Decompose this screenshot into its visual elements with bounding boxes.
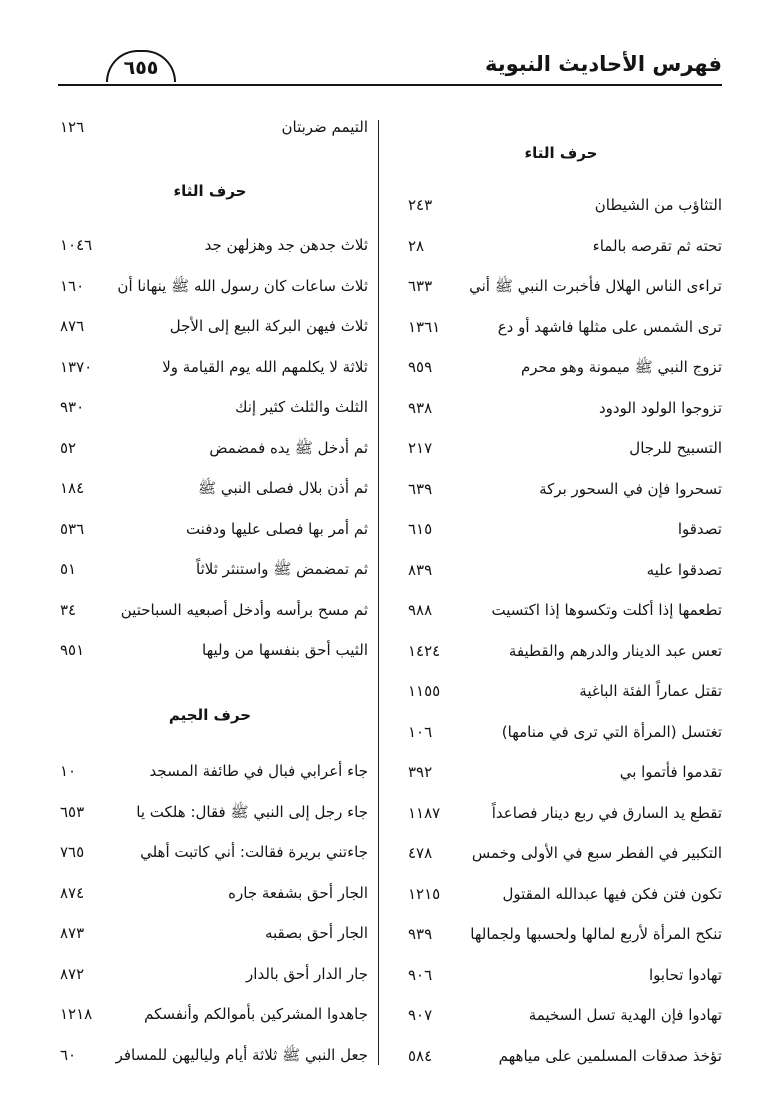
list-item	[52, 797, 368, 827]
entry-text: تزوجوا الولود الودود	[599, 398, 722, 417]
list-item	[52, 311, 368, 341]
entry-text: ثم أذن بلال فصلى النبي ﷺ	[198, 479, 368, 497]
entry-page: ٧٦٥	[60, 843, 85, 861]
entry-text: تغتسل (المرأة التي ترى في منامها)	[501, 722, 722, 741]
list-item	[52, 230, 368, 260]
entry-text: الثيب أحق بنفسها من وليها	[202, 641, 368, 659]
list-item	[400, 393, 722, 423]
entry-text: التكبير في الفطر سبع في الأولى وخمس	[471, 844, 722, 862]
entry-page: ٦٠	[60, 1045, 77, 1064]
entry-text: ثم أدخل ﷺ يده فمضمض	[209, 438, 368, 457]
entry-page: ١٢١٥	[408, 884, 441, 903]
entry-page: ٨٧٤	[60, 883, 85, 902]
entry-page: ١٠٦	[408, 722, 433, 741]
entry-text: تقدموا فأتموا بي	[619, 763, 722, 781]
entry-page: ٢١٧	[408, 439, 433, 457]
entry-page: ٩٣٩	[408, 925, 433, 943]
list-item	[52, 878, 368, 908]
entry-text: تراءى الناس الهلال فأخبرت النبي ﷺ أني	[469, 277, 722, 295]
entry-text: الجار أحق بشفعة جاره	[228, 883, 368, 902]
entry-page: ٦٣٣	[408, 277, 433, 295]
entry-text: جار الدار أحق بالدار	[246, 964, 368, 983]
entry-text: جاهدوا المشركين بأموالكم وأنفسكم	[144, 1005, 368, 1023]
entry-text: جاءتني بريرة فقالت: أني كاتبت أهلي	[140, 843, 368, 861]
list-item	[400, 190, 722, 220]
list-item	[400, 1000, 722, 1030]
list-item	[52, 473, 368, 503]
list-item	[400, 919, 722, 949]
entry-page: ٥١	[60, 560, 77, 578]
list-item	[400, 960, 722, 990]
entry-page: ٣٤	[60, 600, 77, 619]
entry-page: ٥٣٦	[60, 519, 85, 538]
entry-text: جاء أعرابي فبال في طائفة المسجد	[149, 762, 368, 780]
entry-text: ترى الشمس على مثلها فاشهد أو دع	[497, 317, 722, 336]
entry-page: ٣٩٢	[408, 763, 433, 781]
list-item	[400, 838, 722, 868]
entry-text: التيمم ضربتان	[281, 118, 368, 136]
entry-text: ثم تمضمض ﷺ واستنثر ثلاثاً	[196, 560, 368, 578]
entry-page: ٩٣٠	[60, 398, 85, 416]
entry-text: تطعمها إذا أكلت وتكسوها إذا اكتسيت	[491, 601, 722, 619]
entry-text: تؤخذ صدقات المسلمين على مياههم	[498, 1046, 722, 1065]
entry-text: ثلاث ساعات كان رسول الله ﷺ ينهانا أن	[117, 276, 368, 295]
list-item	[400, 879, 722, 909]
list-item	[52, 595, 368, 625]
entry-page: ١٨٤	[60, 479, 85, 497]
entry-text: تقتل عماراً الفئة الباغية	[579, 682, 722, 700]
section-title-tha: حرف الثاء	[173, 182, 247, 200]
entry-page: ٩٥٩	[408, 358, 433, 376]
entry-page: ٦٥٣	[60, 802, 85, 821]
entry-page: ١٠	[60, 762, 77, 780]
entry-text: تحته ثم تقرصه بالماء	[592, 236, 722, 255]
entry-text: تصدقوا	[677, 520, 722, 538]
list-item	[52, 837, 368, 867]
header-title: فهرس الأحاديث النبوية	[484, 52, 722, 76]
list-item	[400, 717, 722, 747]
list-item	[400, 636, 722, 666]
section-title-jim: حرف الجيم	[168, 706, 252, 724]
header-rule	[58, 84, 722, 86]
entry-page: ٨٣٩	[408, 560, 433, 579]
entry-page: ٦٣٩	[408, 479, 433, 498]
list-item	[400, 352, 722, 382]
list-item	[52, 392, 368, 422]
list-item	[400, 231, 722, 261]
entry-text: التثاؤب من الشيطان	[594, 196, 722, 214]
entry-text: ثم مسح برأسه وأدخل أصبعيه السباحتين	[120, 600, 368, 619]
entry-page: ٨٧٢	[60, 964, 85, 983]
list-item	[400, 433, 722, 463]
entry-text: الثلث والثلث كثير إنك	[235, 398, 368, 416]
list-item	[52, 959, 368, 989]
entry-text: تسحروا فإن في السحور بركة	[539, 479, 722, 498]
entry-text: ثم أمر بها فصلى عليها ودفنت	[185, 519, 368, 538]
entry-page: ٦١٥	[408, 520, 433, 538]
list-item	[400, 676, 722, 706]
list-item	[52, 756, 368, 786]
list-item	[400, 474, 722, 504]
list-item	[52, 918, 368, 948]
list-item	[400, 271, 722, 301]
entry-text: ثلاث جدهن جد وهزلهن جد	[204, 236, 368, 254]
list-item	[52, 514, 368, 544]
entry-page: ١١٨٧	[408, 803, 441, 822]
entry-text: تكون فتن فكن فيها عبدالله المقتول	[502, 884, 722, 903]
entry-page: ٤٧٨	[408, 844, 433, 862]
entry-page: ٢٨	[408, 236, 425, 255]
entry-page: ١٣٦١	[408, 317, 441, 336]
entry-page: ١٠٤٦	[60, 236, 93, 254]
list-item	[52, 112, 368, 142]
entry-page: ٨٧٦	[60, 317, 85, 335]
list-item	[52, 635, 368, 665]
entry-page: ٩٣٨	[408, 398, 433, 417]
entry-page: ١٦٠	[60, 276, 85, 295]
entry-page: ١٤٢٤	[408, 641, 441, 660]
list-item	[400, 514, 722, 544]
list-item	[400, 595, 722, 625]
entry-text: جاء رجل إلى النبي ﷺ فقال: هلكت يا	[136, 802, 368, 821]
entry-page: ٢٤٣	[408, 196, 433, 214]
list-item	[400, 1041, 722, 1071]
list-item	[400, 555, 722, 585]
entry-page: ٩٨٨	[408, 601, 433, 619]
entry-page: ٥٨٤	[408, 1046, 433, 1065]
list-item	[52, 1040, 368, 1070]
entry-text: ثلاثة لا يكلمهم الله يوم القيامة ولا	[162, 357, 368, 376]
entry-text: تقطع يد السارق في ربع دينار فصاعداً	[491, 803, 722, 822]
list-item	[400, 798, 722, 828]
entry-text: التسبيح للرجال	[629, 439, 722, 457]
entry-page: ٨٧٣	[60, 924, 85, 942]
section-title-ta: حرف التاء	[524, 144, 598, 162]
entry-text: تنكح المرأة لأربع لمالها ولحسبها ولجمالها	[470, 925, 722, 943]
entry-page: ١١٥٥	[408, 682, 441, 700]
entry-page: ٩٥١	[60, 641, 85, 659]
entry-text: تزوج النبي ﷺ ميمونة وهو محرم	[520, 358, 722, 376]
entry-text: تهادوا فإن الهدية تسل السخيمة	[528, 1006, 722, 1024]
list-item	[52, 999, 368, 1029]
entry-page: ١٣٧٠	[60, 357, 93, 376]
entry-page: ٩٠٦	[408, 965, 433, 984]
list-item	[52, 554, 368, 584]
entry-text: تهادوا تحابوا	[648, 965, 722, 984]
entry-text: تصدقوا عليه	[646, 560, 722, 579]
entry-page: ١٢١٨	[60, 1005, 93, 1023]
column-divider	[378, 120, 379, 1065]
list-item	[52, 271, 368, 301]
entry-text: تعس عبد الدينار والدرهم والقطيفة	[508, 641, 722, 660]
page-number: ٦٥٥	[106, 50, 176, 82]
entry-text: ثلاث فيهن البركة البيع إلى الأجل	[169, 317, 368, 335]
entry-page: ١٢٦	[60, 118, 85, 136]
list-item	[52, 352, 368, 382]
entry-text: جعل النبي ﷺ ثلاثة أيام ولياليهن للمسافر	[115, 1045, 368, 1064]
list-item	[400, 757, 722, 787]
entry-page: ٩٠٧	[408, 1006, 433, 1024]
list-item	[400, 312, 722, 342]
entry-text: الجار أحق بصقبه	[264, 924, 368, 942]
list-item	[52, 433, 368, 463]
entry-page: ٥٢	[60, 438, 77, 457]
